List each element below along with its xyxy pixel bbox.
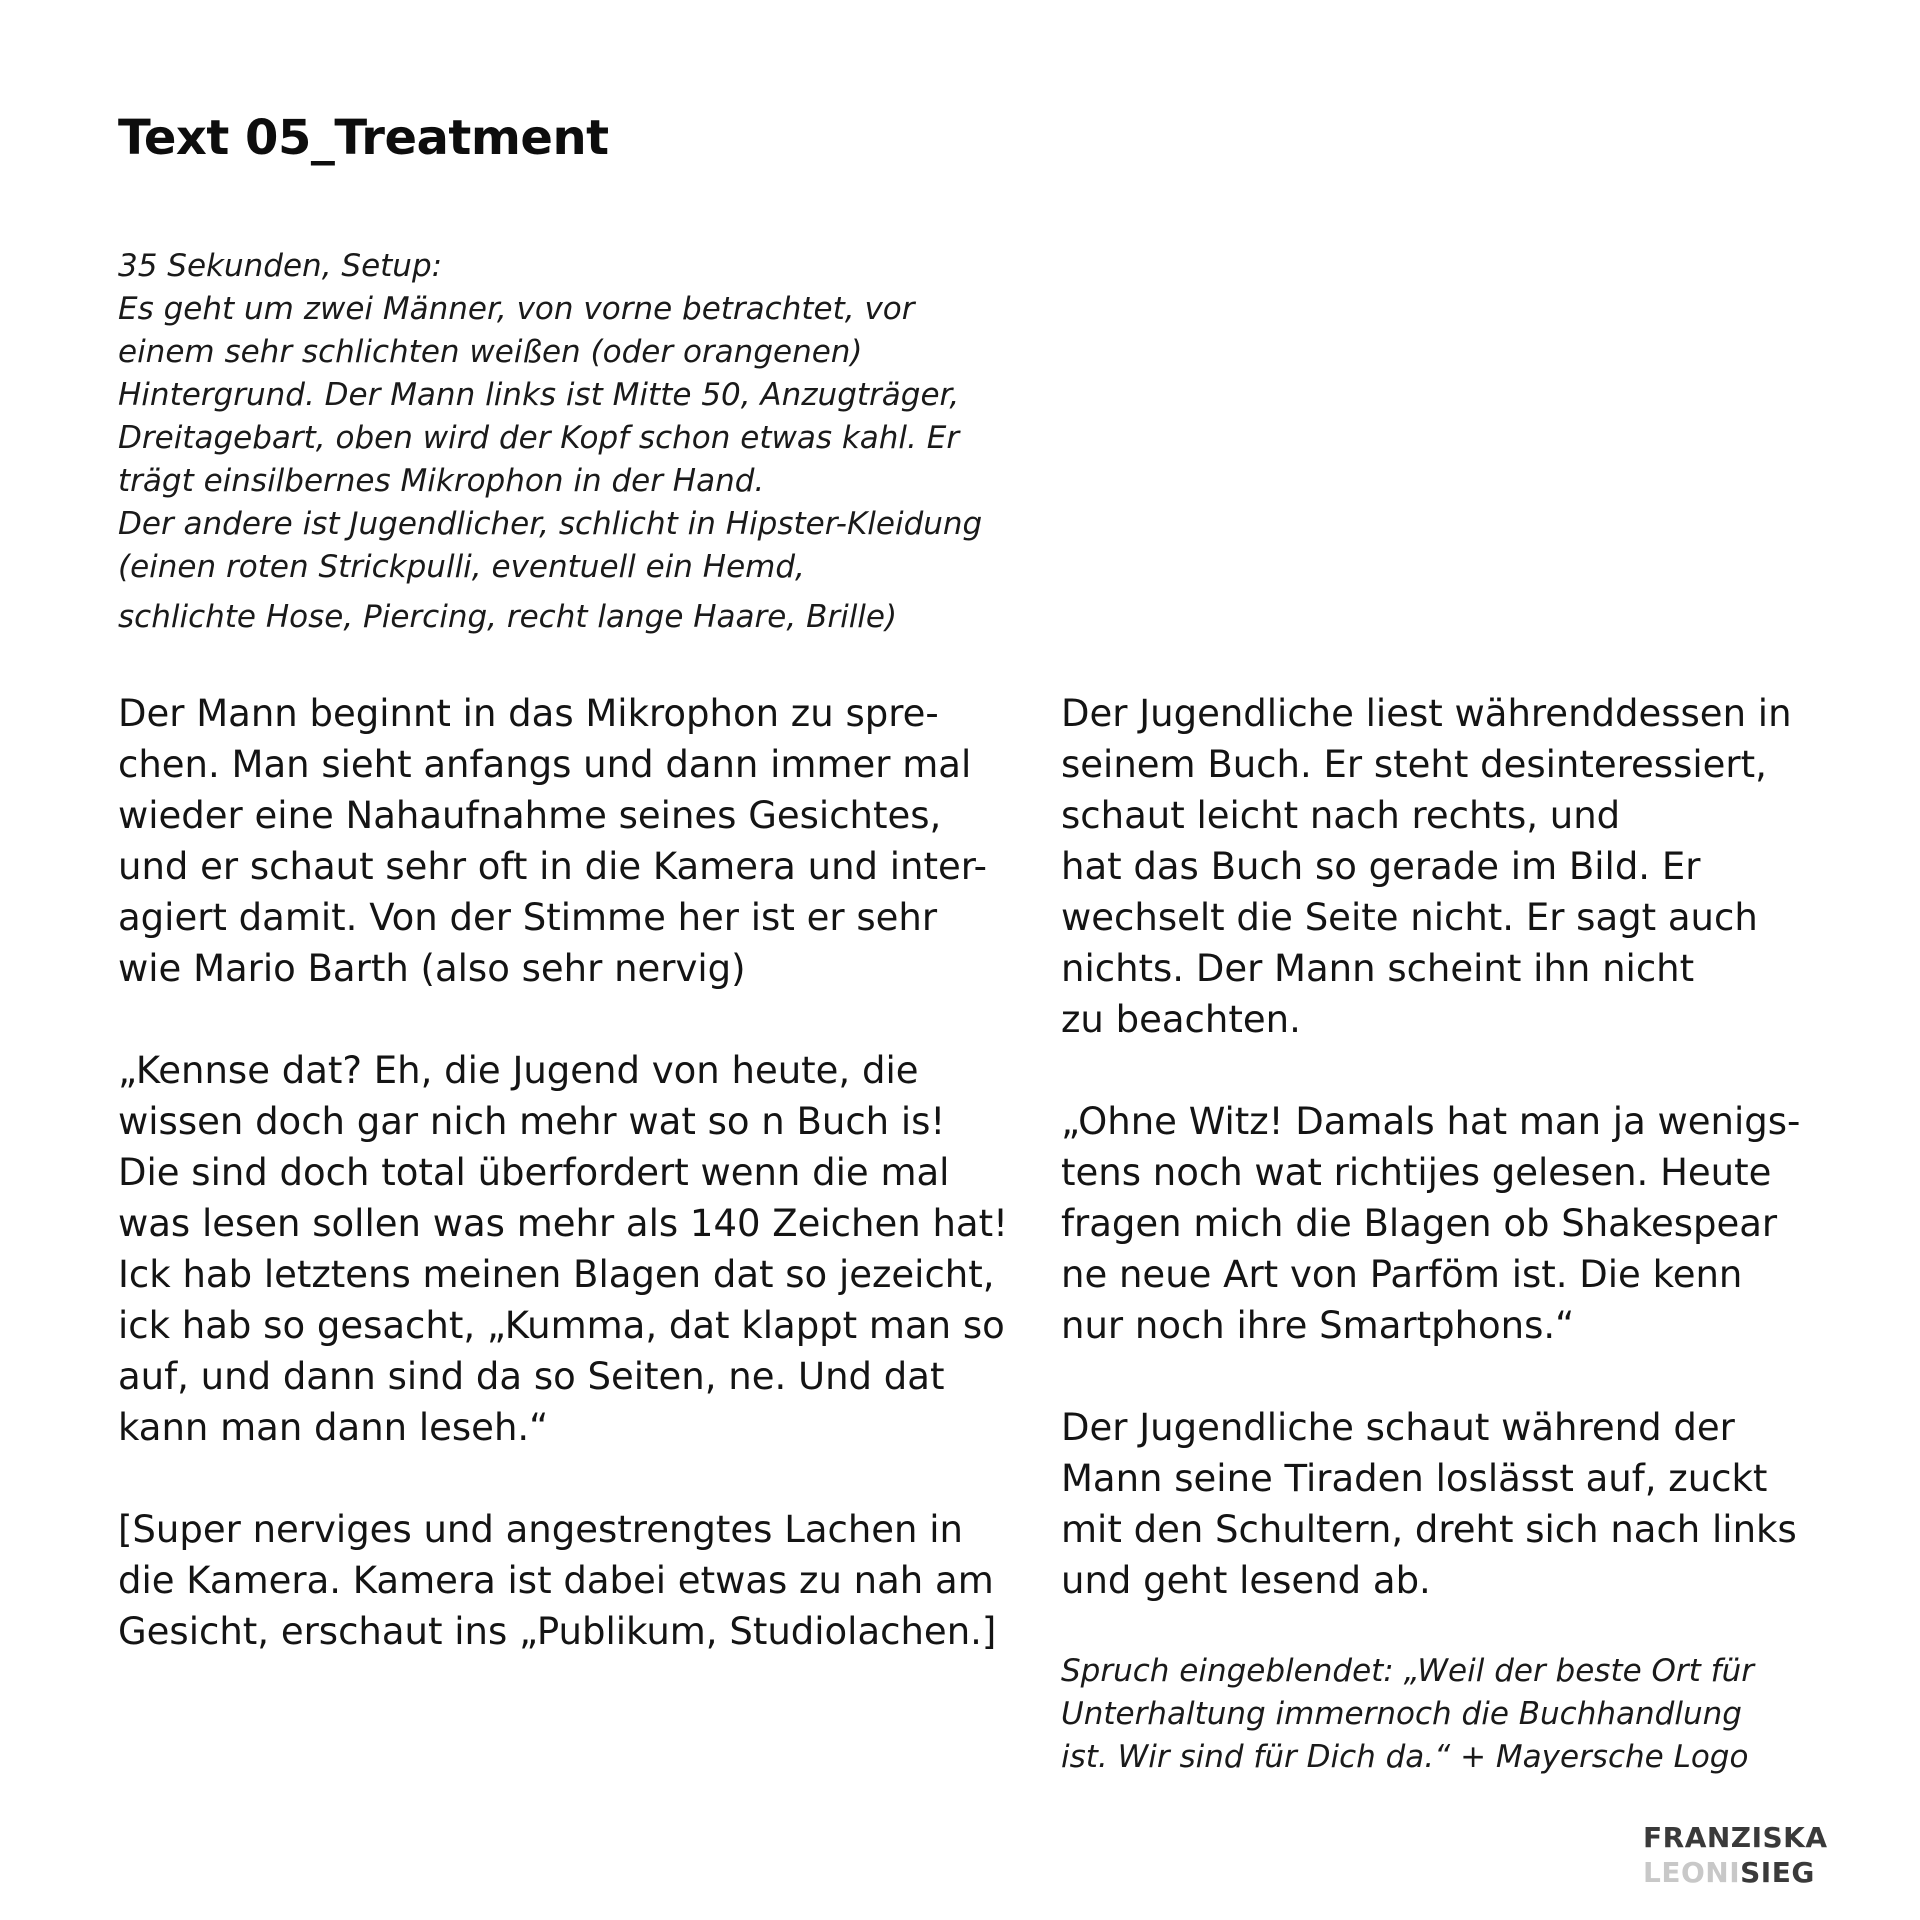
author-name-line (1643, 1855, 1828, 1890)
author-last-name: SIEG (1740, 1856, 1815, 1889)
text-line: Gesicht, erschaut ins „Publikum, Studiolachen.] (118, 1610, 997, 1653)
author-logo (1643, 1820, 1828, 1890)
paragraph-man-quote (118, 1045, 1018, 1453)
setup-line: Dreitagebart, oben wird der Kopf schon etwas kahl. Er (118, 420, 960, 456)
author-middle-name: LEONI (1643, 1856, 1741, 1889)
right-column (1061, 688, 1851, 1779)
text-line: die Kamera. Kamera ist dabei etwas zu nah am (118, 1559, 994, 1602)
text-line: agiert damit. Von der Stimme her ist er sehr (118, 896, 938, 939)
paragraph-man-intro (118, 688, 1018, 994)
text-line: wechselt die Seite nicht. Er sagt auch (1061, 896, 1758, 939)
text-line: fragen mich die Blagen ob Shakespear (1061, 1202, 1778, 1245)
setup-line: (einen roten Strickpulli, eventuell ein Hemd, (118, 549, 805, 585)
text-line: Der Jugendliche schaut während der (1061, 1406, 1735, 1449)
left-column (118, 688, 1018, 1708)
page-title: Text 05_Treatment (118, 110, 609, 166)
text-line: und er schaut sehr oft in die Kamera und inter- (118, 845, 987, 888)
text-line: was lesen sollen was mehr als 140 Zeichen hat! (118, 1202, 1008, 1245)
text-line: ick hab so gesacht, „Kumma, dat klappt man so (118, 1304, 1005, 1347)
setup-line: trägt einsilbernes Mikrophon in der Hand. (118, 463, 765, 499)
text-line: [Super nerviges und angestrengtes Lachen in (118, 1508, 963, 1551)
text-line: Ick hab letztens meinen Blagen dat so jezeicht, (118, 1253, 995, 1296)
setup-description (118, 245, 1038, 639)
text-line: seinem Buch. Er steht desinteressiert, (1061, 743, 1767, 786)
text-line: nichts. Der Mann scheint ihn nicht (1061, 947, 1695, 990)
claim-line: Spruch eingeblendet: „Weil der beste Ort für (1061, 1653, 1754, 1689)
text-line: zu beachten. (1061, 998, 1301, 1041)
setup-line: einem sehr schlichten weißen (oder orangenen) (118, 334, 863, 370)
text-line: Die sind doch total überfordert wenn die mal (118, 1151, 950, 1194)
setup-line: Es geht um zwei Männer, von vorne betrachtet, vor (118, 291, 915, 327)
text-line: Der Jugendliche liest währenddessen in (1061, 692, 1792, 735)
text-line: Der Mann beginnt in das Mikrophon zu spre- (118, 692, 939, 735)
text-line: auf, und dann sind da so Seiten, ne. Und dat (118, 1355, 945, 1398)
setup-line: Der andere ist Jugendlicher, schlicht in Hipster-Kleidung (118, 506, 983, 542)
setup-line: Hintergrund. Der Mann links ist Mitte 50, Anzugträger, (118, 377, 960, 413)
paragraph-youth-exit (1061, 1402, 1851, 1606)
setup-line: 35 Sekunden, Setup: (118, 248, 443, 284)
claim-line: ist. Wir sind für Dich da.“ + Mayersche Logo (1061, 1739, 1749, 1775)
text-line: und geht lesend ab. (1061, 1559, 1431, 1602)
claim-line: Unterhaltung immernoch die Buchhandlung (1061, 1696, 1742, 1732)
text-line: mit den Schultern, dreht sich nach links (1061, 1508, 1797, 1551)
text-line: „Kennse dat? Eh, die Jugend von heute, die (118, 1049, 919, 1092)
text-line: „Ohne Witz! Damals hat man ja wenigs- (1061, 1100, 1801, 1143)
text-line: wissen doch gar nich mehr wat so n Buch is! (118, 1100, 946, 1143)
text-line: kann man dann leseh.“ (118, 1406, 549, 1449)
text-line: ne neue Art von Parföm ist. Die kenn (1061, 1253, 1743, 1296)
text-line: wie Mario Barth (also sehr nervig) (118, 947, 746, 990)
text-line: tens noch wat richtijes gelesen. Heute (1061, 1151, 1772, 1194)
text-line: schaut leicht nach rechts, und (1061, 794, 1621, 837)
text-line: wieder eine Nahaufnahme seines Gesichtes, (118, 794, 942, 837)
paragraph-man-quote-2 (1061, 1096, 1851, 1351)
paragraph-laugh-direction (118, 1504, 1018, 1657)
claim-overlay-text (1061, 1650, 1851, 1779)
paragraph-youth-intro (1061, 688, 1851, 1045)
text-line: chen. Man sieht anfangs und dann immer mal (118, 743, 972, 786)
text-line: Mann seine Tiraden loslässt auf, zuckt (1061, 1457, 1768, 1500)
author-first-name: FRANZISKA (1643, 1821, 1828, 1854)
setup-line: schlichte Hose, Piercing, recht lange Haare, Brille) (118, 599, 898, 635)
text-line: hat das Buch so gerade im Bild. Er (1061, 845, 1701, 888)
text-line: nur noch ihre Smartphons.“ (1061, 1304, 1575, 1347)
